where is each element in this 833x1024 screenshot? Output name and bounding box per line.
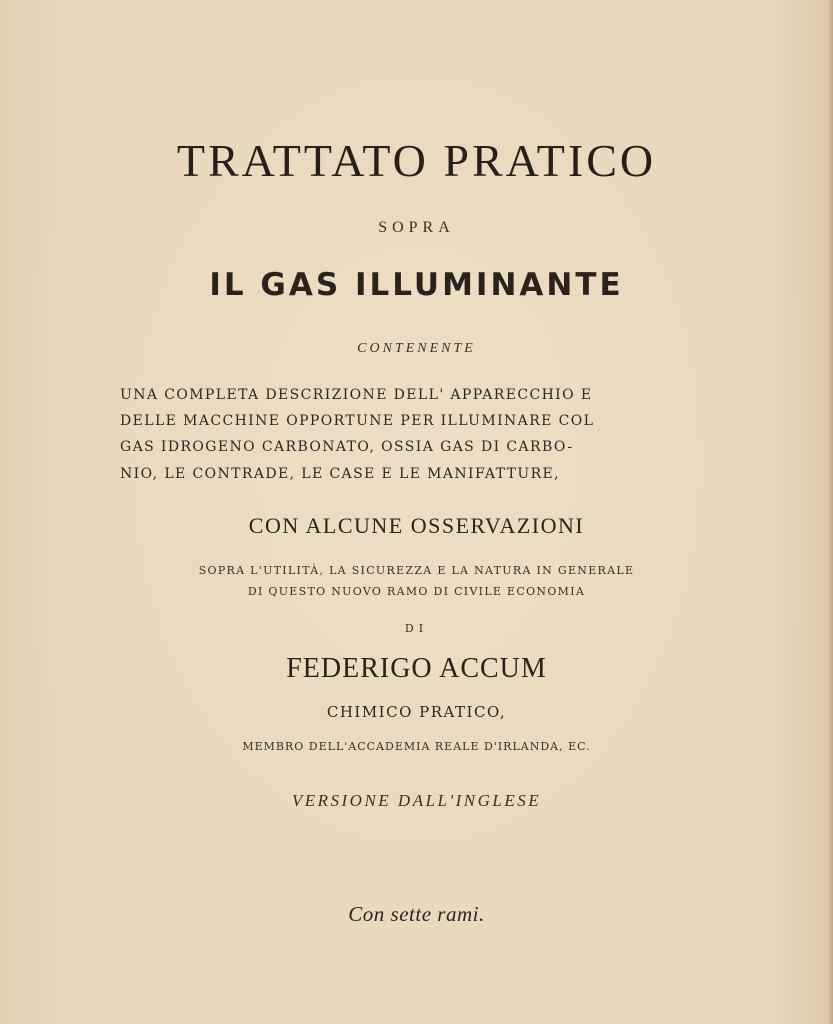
- author-name: FEDERIGO ACCUM: [286, 653, 547, 684]
- osservazioni-detail-line: DI QUESTO NUOVO RAMO DI CIVILE ECONOMIA: [247, 585, 586, 598]
- osservazioni-detail-line: SOPRA L'UTILITÀ, LA SICUREZZA E LA NATURA IN GENERALE: [198, 564, 635, 577]
- author-membership: MEMBRO DELL'ACCADEMIA REALE D'IRLANDA, EC.: [242, 740, 591, 753]
- description-line: DELLE MACCHINE OPPORTUNE PER ILLUMINARE COL: [120, 413, 595, 429]
- author-role: CHIMICO PRATICO,: [326, 703, 507, 721]
- description-line: UNA COMPLETA DESCRIZIONE DELL' APPARECCHIO E: [120, 387, 593, 403]
- translation-note: VERSIONE DALL'INGLESE: [291, 791, 542, 810]
- book-subject: IL GAS ILLUMINANTE: [209, 267, 624, 303]
- description-line: NIO, LE CONTRADE, LE CASE E LE MANIFATTURE,: [120, 466, 560, 482]
- description-line: GAS IDROGENO CARBONATO, OSSIA GAS DI CARBO-: [120, 439, 574, 455]
- sopra-label: SOPRA: [378, 219, 455, 236]
- osservazioni-heading: CON ALCUNE OSSERVAZIONI: [248, 513, 585, 538]
- di-label: DI: [404, 622, 429, 635]
- plates-note: Con sette rami.: [348, 902, 485, 926]
- contenente-label: CONTENENTE: [357, 341, 476, 356]
- book-title: TRATTATO PRATICO: [176, 135, 657, 186]
